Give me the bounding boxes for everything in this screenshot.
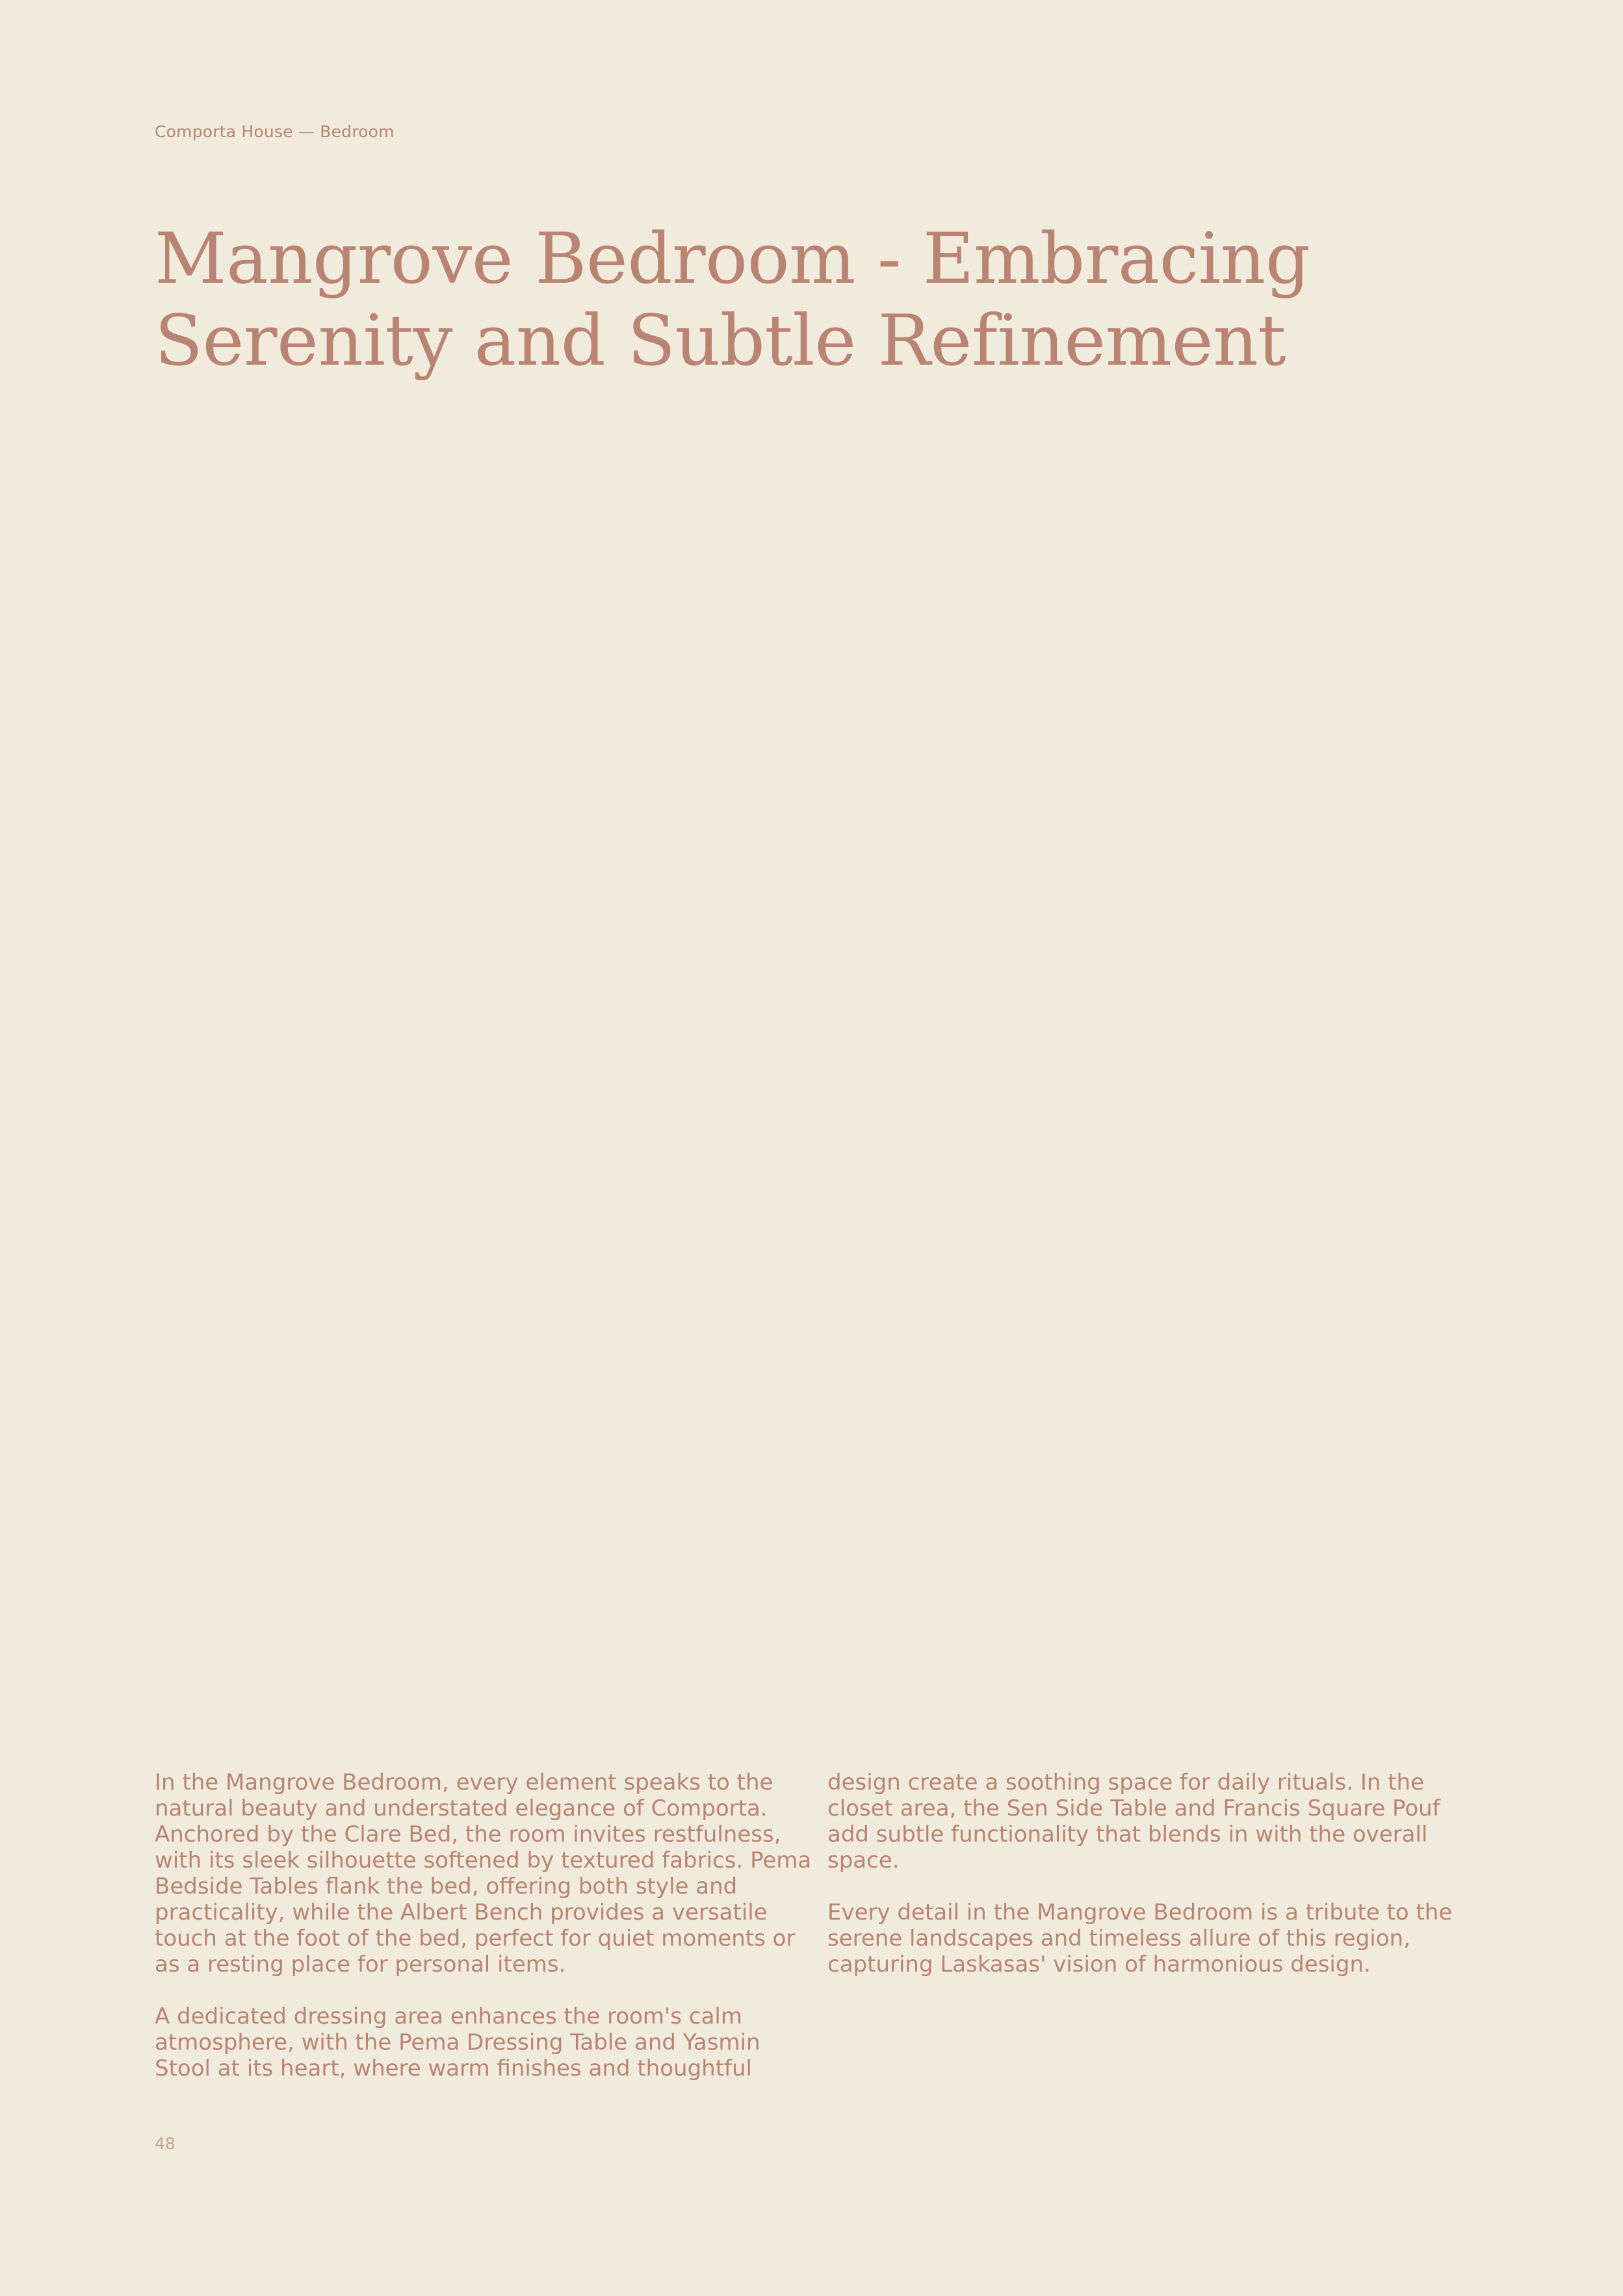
body-paragraph <box>155 1769 811 1977</box>
body-paragraph <box>827 1769 1484 1873</box>
text-line: with its sleek silhouette softened by textured fabrics. Pema <box>155 1847 812 1873</box>
text-line: Anchored by the Clare Bed, the room invites restfulness, <box>155 1821 781 1847</box>
text-line: serene landscapes and timeless allure of this region, <box>827 1925 1410 1951</box>
text-line: touch at the foot of the bed, perfect for quiet moments or <box>155 1925 796 1951</box>
text-line: Bedside Tables flank the bed, offering both style and <box>155 1873 738 1899</box>
text-line: practicality, while the Albert Bench provides a versatile <box>155 1899 768 1925</box>
text-line: as a resting place for personal items. <box>155 1951 566 1977</box>
page-title-line: Mangrove Bedroom - Embracing <box>155 218 1310 300</box>
text-line: In the Mangrove Bedroom, every element speaks to the <box>155 1769 773 1795</box>
body-paragraph <box>827 1899 1484 1977</box>
text-line: atmosphere, with the Pema Dressing Table and Yasmin <box>155 2029 760 2055</box>
text-line: Stool at its heart, where warm finishes and thoughtful <box>155 2055 752 2081</box>
body-column-left <box>155 1769 811 2107</box>
body-column-right <box>827 1769 1484 2003</box>
text-line: design create a soothing space for daily rituals. In the <box>827 1769 1424 1795</box>
text-line: closet area, the Sen Side Table and Francis Square Pouf <box>827 1795 1440 1821</box>
breadcrumb: Comporta House — Bedroom <box>155 122 395 141</box>
page-title-line: Serenity and Subtle Refinement <box>155 300 1286 382</box>
text-line: add subtle functionality that blends in with the overall <box>827 1821 1428 1847</box>
text-line: space. <box>827 1847 900 1873</box>
text-line: Every detail in the Mangrove Bedroom is a tribute to the <box>827 1899 1453 1925</box>
body-paragraph <box>155 2003 811 2081</box>
page-number: 48 <box>155 2134 175 2153</box>
text-line: capturing Laskasas' vision of harmonious design. <box>827 1951 1371 1977</box>
page-title <box>155 218 1487 382</box>
text-line: natural beauty and understated elegance of Comporta. <box>155 1795 768 1821</box>
text-line: A dedicated dressing area enhances the room's calm <box>155 2003 742 2029</box>
